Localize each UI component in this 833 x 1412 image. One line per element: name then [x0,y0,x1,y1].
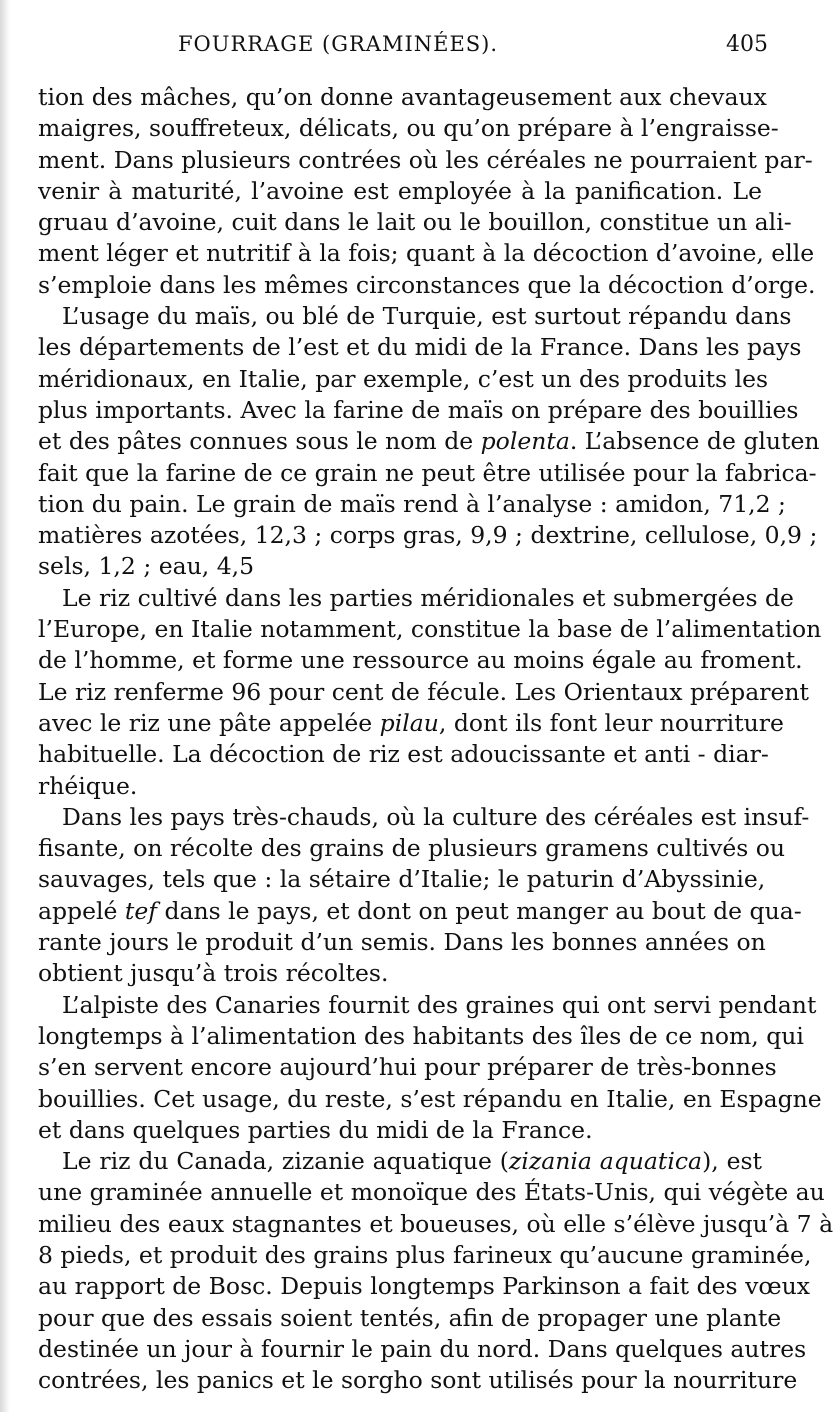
text-line: L’alpiste des Canaries fournit des graines qui ont servi pendant [62,990,817,1019]
text-line: Le riz cultivé dans les parties méridionales et submergées de [62,583,794,612]
text-line: au rapport de Bosc. Depuis longtemps Parkinson a fait des vœux [38,1272,810,1301]
text-line: rhéique. [38,771,138,800]
text-line: maigres, souffreteux, délicats, ou qu’on prépare à l’engraisse- [38,114,779,143]
text-line: l’Europe, en Italie notamment, constitue la base de l’alimentation [38,615,822,644]
text-line: destinée un jour à fournir le pain du nord. Dans quelques autres [38,1334,807,1363]
text-line: appelé tef dans le pays, et dont on peut manger au bout de qua- [38,896,802,925]
text-line: rante jours le produit d’un semis. Dans les bonnes années on [38,928,766,957]
text-line: ment. Dans plusieurs contrées où les céréales ne pourraient par- [38,145,813,174]
text-line: habituelle. La décoction de riz est adoucissante et anti - diar- [38,740,769,769]
text-line: les départements de l’est et du midi de la France. Dans les pays [38,333,802,362]
text-line: s’en servent encore aujourd’hui pour préparer de très-bonnes [38,1053,777,1082]
text-line: méridionaux, en Italie, par exemple, c’est un des produits les [38,364,769,393]
text-line: bouillies. Cet usage, du reste, s’est répandu en Italie, en Espagne [38,1084,822,1113]
text-line: et des pâtes connues sous le nom de polenta. L’absence de gluten [38,427,820,456]
text-line: avec le riz une pâte appelée pilau, dont ils font leur nourriture [38,708,784,737]
paragraph [38,802,810,990]
text-line: Dans les pays très-chauds, où la culture des céréales est insuf- [62,802,810,831]
text-line: de l’homme, et forme une ressource au moins égale au froment. [38,646,803,675]
running-title: FOURRAGE (GRAMINÉES). [177,32,499,56]
paragraph [38,301,820,583]
text-line: une graminée annuelle et monoïque des États-Unis, qui végète au [38,1178,825,1207]
text-line: fait que la farine de ce grain ne peut être utilisée pour la fabrica- [38,458,817,487]
text-line: matières azotées, 12,3 ; corps gras, 9,9 ; dextrine, cellulose, 0,9 ; [38,521,818,550]
text-line: ment léger et nutritif à la fois; quant à la décoction d’avoine, elle [38,239,815,268]
page-number: 405 [726,32,768,57]
text-line: sels, 1,2 ; eau, 4,5 [38,552,255,581]
text-line: s’emploie dans les mêmes circonstances que la décoction d’orge. [38,270,816,299]
text-line: gruau d’avoine, cuit dans le lait ou le bouillon, constitue un ali- [38,208,792,237]
text-line: longtemps à l’alimentation des habitants des îles de ce nom, qui [38,1021,804,1050]
text-line: et dans quelques parties du midi de la France. [38,1115,593,1144]
text-line: tion des mâches, qu’on donne avantageusement aux chevaux [38,83,767,111]
page-edge-shadow [0,0,10,1412]
text-line: milieu des eaux stagnantes et boueuses, où elle s’élève jusqu’à 7 à [38,1209,833,1238]
text-line: fisante, on récolte des grains de plusieurs gramens cultivés ou [38,834,786,863]
text-line: Le riz renferme 96 pour cent de fécule. Les Orientaux préparent [38,677,809,706]
text-line: tion du pain. Le grain de maïs rend à l’analyse : amidon, 71,2 ; [38,489,786,518]
text-line: sauvages, tels que : la sétaire d’Italie; le paturin d’Abyssinie, [38,865,766,894]
text-line: Le riz du Canada, zizanie aquatique (zizania aquatica), est [62,1147,762,1176]
paragraph [38,1146,833,1396]
text-line: venir à maturité, l’avoine est employée à la panification. Le [38,176,762,205]
text-line: pour que des essais soient tentés, afin de propager une plante [38,1303,782,1332]
paragraph [38,583,822,802]
text-line: obtient jusqu’à trois récoltes. [38,959,389,988]
paragraph [38,990,822,1146]
text-line: contrées, les panics et le sorgho sont utilisés pour la nourriture [38,1366,798,1395]
text-line: 8 pieds, et produit des grains plus farineux qu’aucune graminée, [38,1240,812,1269]
text-line: L’usage du maïs, ou blé de Turquie, est surtout répandu dans [62,302,792,331]
paragraph [38,82,816,301]
text-line: plus importants. Avec la farine de maïs on prépare des bouillies [38,395,799,424]
running-head [38,32,768,66]
body-text [38,82,833,1396]
